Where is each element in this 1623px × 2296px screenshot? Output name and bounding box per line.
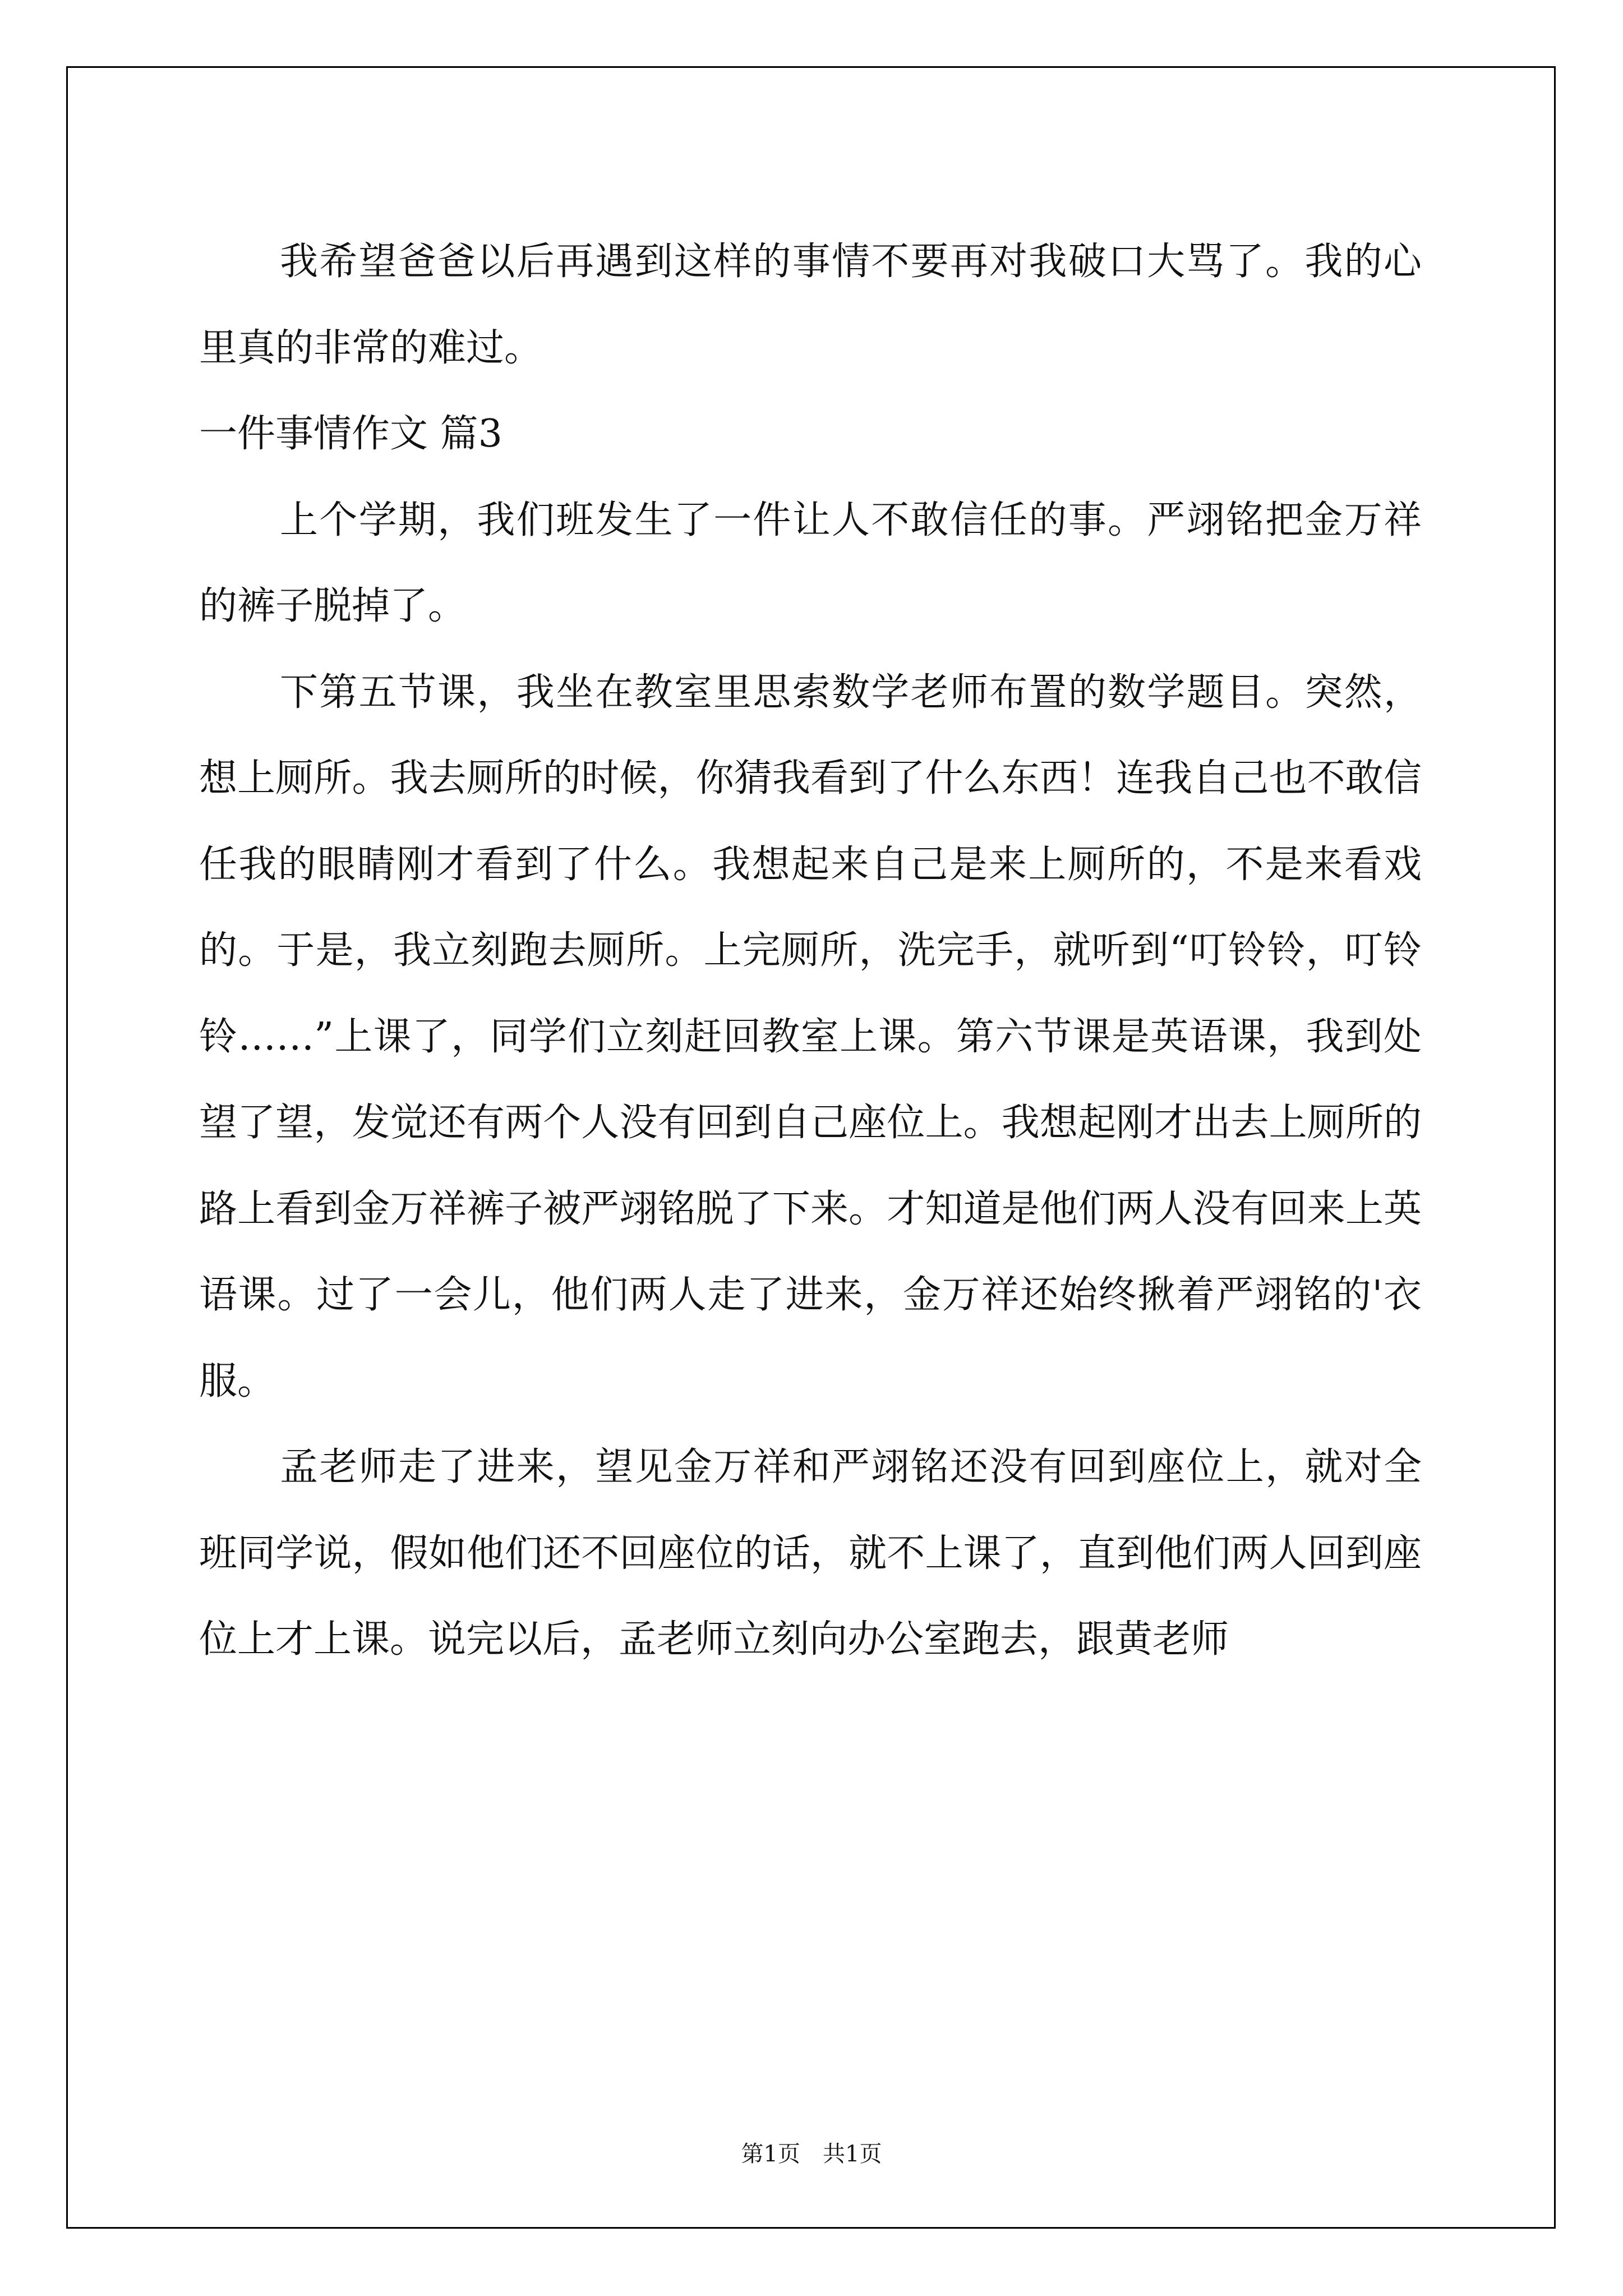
paragraph: 我希望爸爸以后再遇到这样的事情不要再对我破口大骂了。我的心里真的非常的难过。 <box>199 240 1422 370</box>
page-footer: 第1页 共1页 <box>741 2141 882 2167</box>
paragraph: 上个学期，我们班发生了一件让人不敢信任的事。严翊铭把金万祥的裤子脱掉了。 <box>199 498 1422 628</box>
paragraph: 孟老师走了进来，望见金万祥和严翊铭还没有回到座位上，就对全班同学说，假如他们还不回座位的话，就不上课了，直到他们两人回到座位上才上课。说完以后，孟老师立刻向办公室跑去，跟黄老师 <box>199 1445 1422 1662</box>
section-heading: 一件事情作文 篇3 <box>199 412 502 456</box>
paragraph: 下第五节课，我坐在教室里思索数学老师布置的数学题目。突然，想上厕所。我去厕所的时候，你猜我看到了什么东西！连我自己也不敢信任我的眼睛刚才看到了什么。我想起来自己是来上厕所的，不是来看戏的。于是，我立刻跑去厕所。上完厕所，洗完手，就听到“叮铃铃，叮铃铃……”上课了，同学们立刻赶回教室上课。第六节课是英语课，我到处望了望，发觉还有两个人没有回到自己座位上。我想起刚才出去上厕所的路上看到金万祥裤子被严翊铭脱了下来。才知道是他们两人没有回来上英语课。过了一会儿，他们两人走了进来，金万祥还始终揪着严翊铭的'衣服。 <box>199 670 1422 1404</box>
document-body <box>199 219 1422 1683</box>
